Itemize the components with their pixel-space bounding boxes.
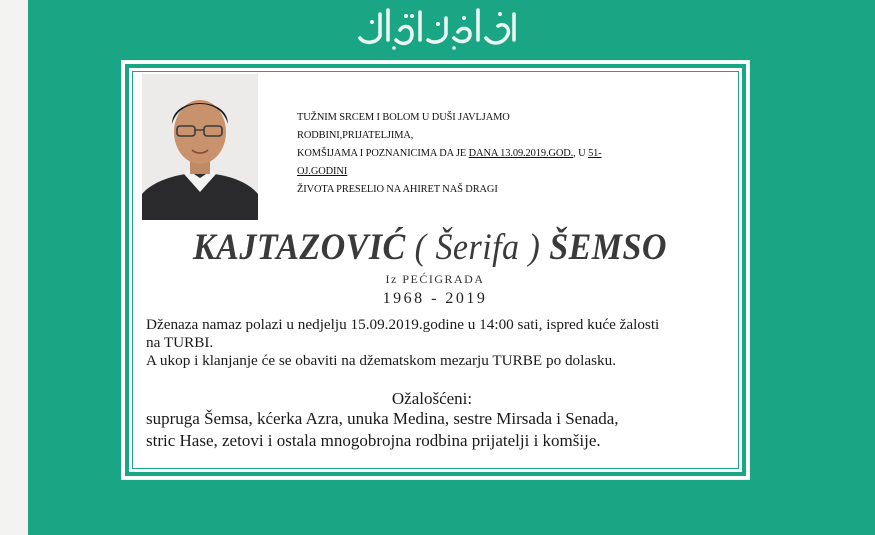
portrait-photo [142,74,258,220]
ceremony-line-1: Dženaza namaz polazi u nedjelju 15.09.2019.godine u 14:00 sati, ispred kuće žalosti [146,316,660,333]
mourners-list [146,408,738,452]
intro-text [297,109,627,199]
intro-line-2-mid: U [578,148,586,159]
death-date: DANA 13.09.2019.GOD. [468,148,574,159]
mourners-line-2: stric Hase, zetovi i ostala mnogobrojna rodbina prijatelji i komšije. [146,431,601,450]
first-name: ŠEMSO [549,227,667,268]
ceremony-line-2: na TURBI. [146,334,214,351]
intro-line-2: KOMŠIJAMA I POZNANICIMA DA JE DANA 13.09.2019.GOD., U 51-OJ.GODINI [297,148,602,177]
mourners-heading: Ožalošćeni: [391,389,473,408]
ceremony-line-3: A ukop i klanjanje će se obaviti na džematskom mezarju TURBE po dolasku. [146,352,617,369]
scan-edge [0,0,28,535]
intro-line-3: ŽIVOTA PRESELIO NA AHIRET NAŠ DRAGI [297,184,498,195]
deceased-name [172,226,687,269]
mourners-line-1: supruga Šemsa, kćerka Azra, unuka Medina, sestre Mirsada i Senada, [146,409,619,428]
origin-place: Iz PEĆIGRADA [385,272,485,286]
intro-line-2-start: KOMŠIJAMA I POZNANICIMA DA JE [297,148,467,159]
funeral-details [146,316,738,370]
intro-line-1: TUŽNIM SRCEM I BOLOM U DUŠI JAVLJAMO RODBINI,PRIJATELJIMA, [297,112,510,141]
life-years: 1968 - 2019 [382,290,488,307]
arabic-calligraphy-header [350,0,525,54]
surname: KAJTAZOVIĆ [193,227,406,268]
age-at-death: 51-OJ.GODINI [297,148,602,177]
father-name: ( Šerifa ) [414,227,541,268]
